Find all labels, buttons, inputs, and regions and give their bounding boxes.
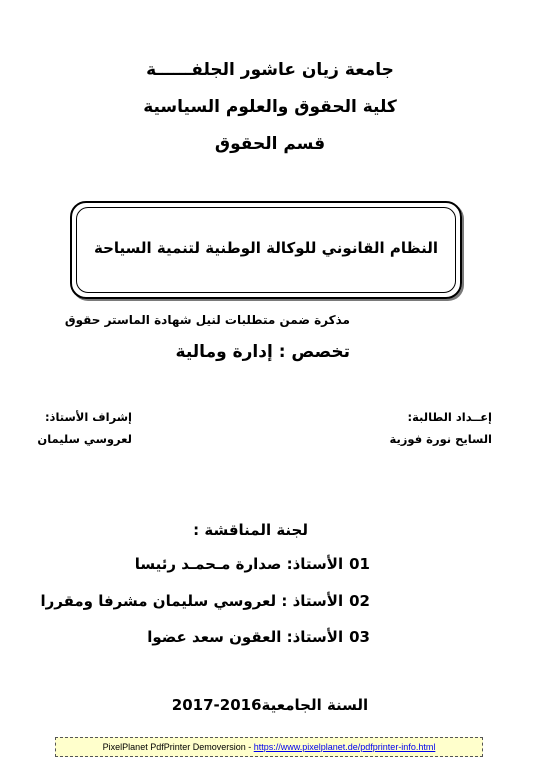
memo-note: مذكرة ضمن متطلبات لنيل شهادة الماستر حقوق (64, 313, 350, 327)
department-name: قسم الحقوق (214, 134, 326, 154)
committee-member (40, 592, 370, 610)
title-frame (70, 201, 462, 299)
academic-year: السنة الجامعية2016-2017 (171, 696, 369, 714)
supervisor-name: لعروسي سليمان (37, 432, 132, 446)
member-number: 02 (349, 592, 370, 610)
university-name: جامعة زيان عاشور الجلفــــــة (146, 60, 394, 80)
student-name: السايح نورة فوزية (389, 432, 492, 446)
committee-member (135, 555, 370, 573)
watermark-link[interactable]: https://www.pixelplanet.de/pdfprinter-info.html (253, 742, 436, 752)
faculty-name: كلية الحقوق والعلوم السياسية (143, 97, 397, 117)
committee-member (147, 628, 370, 646)
member-text: الأستاذ: العقون سعد عضوا (147, 628, 344, 646)
member-number: 01 (349, 555, 370, 573)
specialty: تخصص : إدارة ومالية (175, 342, 350, 362)
prepared-by-label: إعــداد الطالبة: (407, 410, 492, 424)
member-text: الأستاذ : لعروسي سليمان مشرفا ومقررا (40, 592, 344, 610)
committee-title: لجنة المناقشة : (193, 521, 308, 539)
member-number: 03 (349, 628, 370, 646)
supervision-label: إشراف الأستاذ: (44, 410, 132, 424)
demo-watermark-banner (55, 737, 483, 757)
thesis-title: النظام القانوني للوكالة الوطنية لتنمية السياحة (93, 239, 439, 257)
member-text: الأستاذ: صدارة مـحمـد رئيسا (134, 555, 344, 573)
watermark-text: PixelPlanet PdfPrinter Demoversion - (102, 742, 254, 752)
